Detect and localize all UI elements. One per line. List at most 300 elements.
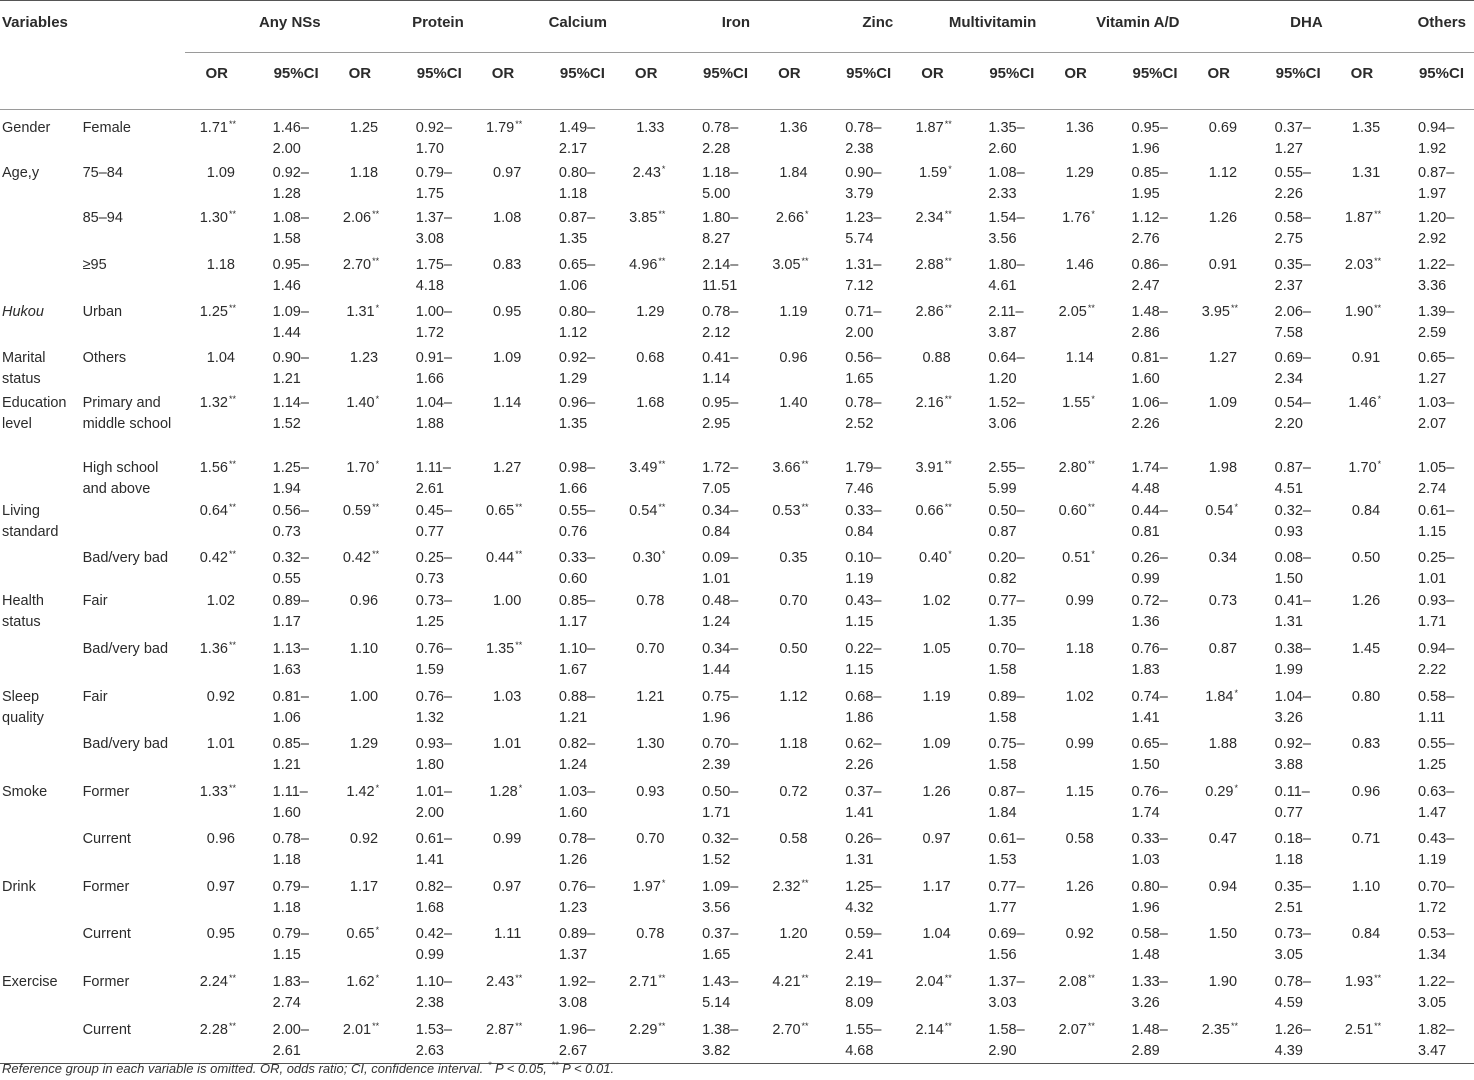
ci-value-cell [677, 734, 758, 782]
ci-lower: 0.82– [415, 878, 453, 895]
ci-value-cell [391, 255, 472, 302]
or-value: 1.30 [199, 209, 228, 226]
or-value-cell [472, 639, 535, 687]
ci-lower: 0.89– [988, 688, 1025, 705]
ci-lower: 1.06– [1131, 394, 1168, 411]
ci-range [1132, 302, 1184, 344]
or-value-cell [1188, 639, 1251, 687]
ci-value-cell [391, 877, 472, 924]
or-value-cell [1331, 302, 1394, 348]
or-value: 1.33 [199, 783, 228, 800]
ci-lower: 0.94– [1418, 120, 1455, 136]
ci-header: 95%CI [846, 65, 892, 82]
table-row [0, 734, 1474, 782]
ci-value-cell [1250, 591, 1331, 639]
or-value: 1.40 [779, 394, 808, 411]
or-value: 0.99 [1065, 735, 1094, 752]
or-value: 1.87 [915, 120, 944, 136]
ci-range [1418, 782, 1470, 824]
ci-range [988, 829, 1040, 871]
group-header: Others [1331, 1, 1474, 53]
ci-upper: 1.18 [272, 899, 301, 916]
ci-upper: 1.11 [1418, 709, 1446, 726]
level-cell: Fair [82, 688, 108, 705]
ci-upper: 1.71 [1418, 613, 1447, 630]
ci-upper: 0.84 [702, 523, 731, 540]
level-cell: Former [82, 783, 130, 800]
ci-lower: 0.32– [272, 549, 309, 566]
ci-value-cell [1250, 458, 1331, 501]
variable-cell [0, 734, 73, 782]
variables-header: Variables [2, 14, 68, 31]
or-value-cell [1331, 734, 1394, 782]
ci-upper: 1.17 [558, 613, 588, 630]
ci-upper: 1.52 [702, 851, 731, 868]
ci-value-cell [1393, 548, 1474, 591]
or-value-cell [758, 687, 821, 734]
ci-range [845, 829, 897, 871]
ci-range [702, 734, 754, 776]
or-value: 1.32 [199, 394, 228, 411]
ci-value-cell [677, 877, 758, 924]
or-value-cell [1331, 208, 1394, 255]
ci-value-cell [248, 639, 329, 687]
ci-range [559, 972, 611, 1014]
or-value-cell [185, 163, 248, 208]
ci-range [1275, 972, 1327, 1014]
or-value-cell [615, 110, 678, 163]
or-value-cell [1188, 208, 1251, 255]
table-row [0, 924, 1474, 972]
or-value-cell [758, 501, 821, 548]
ci-range [702, 591, 754, 633]
ci-upper: 5.74 [845, 230, 874, 247]
ci-lower: 0.86– [1131, 256, 1168, 273]
ci-lower: 0.69– [988, 925, 1025, 942]
ci-range [273, 829, 325, 871]
group-header: Vitamin A/D [1044, 1, 1187, 53]
significance-mark: ** [372, 548, 380, 559]
ci-upper: 1.71 [702, 804, 731, 821]
significance-mark: ** [801, 255, 809, 266]
footnote-sig1-mark: * [487, 1060, 492, 1070]
ci-value-cell [1250, 163, 1331, 208]
ci-value-cell [1393, 458, 1474, 501]
ci-range [273, 163, 325, 205]
ci-lower: 1.22– [1418, 973, 1455, 990]
significance-mark: ** [515, 1020, 523, 1031]
ci-upper: 2.00 [415, 804, 444, 821]
ci-lower: 0.98– [558, 459, 596, 476]
ci-value-cell [677, 163, 758, 208]
ci-upper: 2.26 [845, 756, 874, 773]
or-value-cell [1331, 829, 1394, 877]
ci-value-cell [534, 208, 615, 255]
or-value: 1.36 [1065, 120, 1094, 136]
level-cell: Primary and middle school [82, 394, 172, 432]
ci-range [416, 501, 468, 543]
or-value-cell [1331, 591, 1394, 639]
or-value: 1.55 [1062, 394, 1091, 411]
or-value-cell [901, 458, 964, 501]
or-value: 1.03 [493, 688, 522, 705]
or-value-cell [1331, 548, 1394, 591]
or-value: 0.60 [1058, 502, 1087, 519]
or-value-cell [758, 734, 821, 782]
ci-upper: 0.77 [1274, 804, 1303, 821]
ci-lower: 1.31– [845, 256, 882, 273]
ci-value-cell [534, 687, 615, 734]
ci-value-cell [677, 639, 758, 687]
ci-upper: 2.76 [1131, 230, 1160, 247]
ci-range [1418, 972, 1470, 1014]
ci-range [845, 687, 897, 729]
ci-upper: 2.74 [1418, 480, 1447, 497]
or-value: 2.28 [199, 1021, 228, 1038]
ci-value-cell [964, 458, 1045, 501]
ci-value-cell [1393, 591, 1474, 639]
or-value-cell [472, 348, 535, 393]
ci-lower: 1.20– [1418, 209, 1455, 226]
ci-lower: 0.41– [702, 349, 739, 366]
ci-upper: 1.92 [1418, 141, 1447, 157]
or-value: 1.09 [206, 164, 235, 181]
ci-lower: 0.55– [1274, 164, 1311, 181]
ci-range [1275, 163, 1327, 205]
group-header: Iron [615, 1, 758, 53]
ci-header: 95%CI [989, 65, 1035, 82]
ci-range [1132, 877, 1184, 919]
or-value-cell [329, 302, 392, 348]
ci-value-cell [677, 393, 758, 458]
ci-upper: 3.87 [988, 324, 1017, 341]
or-value: 0.80 [1351, 688, 1381, 705]
or-value-cell [472, 734, 535, 782]
ci-value-cell [821, 110, 902, 163]
ci-upper: 0.99 [415, 946, 444, 963]
ci-value-cell [534, 1020, 615, 1064]
ci-lower: 1.74– [1131, 459, 1168, 476]
ci-upper: 1.19 [845, 570, 874, 587]
ci-value-cell [248, 877, 329, 924]
significance-mark: ** [944, 255, 952, 266]
ci-lower: 0.43– [1418, 830, 1455, 847]
ci-upper: 1.50 [1274, 570, 1303, 587]
ci-upper: 1.01 [1418, 570, 1447, 587]
or-value-cell [1188, 393, 1251, 458]
ci-lower: 1.80– [988, 256, 1025, 273]
or-value-cell [472, 255, 535, 302]
ci-upper: 1.01 [702, 570, 731, 587]
ci-header: 95%CI [703, 65, 749, 82]
or-value: 1.35 [486, 640, 515, 657]
ci-upper: 1.21 [558, 709, 588, 726]
ci-upper: 3.36 [1418, 277, 1447, 294]
ci-range [273, 208, 325, 250]
significance-mark: ** [944, 458, 952, 469]
ci-value-cell [821, 548, 902, 591]
ci-range [702, 255, 754, 297]
ci-range [1275, 1020, 1327, 1062]
or-header: OR [348, 65, 372, 82]
ci-upper: 3.56 [988, 230, 1017, 247]
ci-value-cell [1250, 687, 1331, 734]
ci-value-cell [1393, 208, 1474, 255]
or-value: 0.93 [636, 783, 665, 800]
ci-value-cell [1393, 972, 1474, 1020]
or-value-cell [1188, 972, 1251, 1020]
or-value-cell [1044, 734, 1107, 782]
ci-upper: 1.63 [272, 661, 301, 678]
ci-upper: 1.48 [1131, 946, 1160, 963]
ci-header: 95%CI [273, 65, 319, 82]
or-value-cell [615, 639, 678, 687]
ci-lower: 1.05– [1418, 459, 1455, 476]
significance-mark: ** [1374, 208, 1382, 219]
or-value-cell [901, 501, 964, 548]
or-value: 1.62 [346, 973, 375, 990]
ci-value-cell [1107, 687, 1188, 734]
or-value-cell [615, 163, 678, 208]
significance-mark: ** [658, 458, 666, 469]
or-value: 2.04 [915, 973, 944, 990]
or-value-cell [615, 782, 678, 829]
significance-mark: * [1377, 458, 1382, 469]
or-value-cell [1188, 110, 1251, 163]
table-row [0, 110, 1474, 163]
significance-mark: ** [372, 501, 380, 512]
or-value: 0.54 [1205, 502, 1234, 519]
or-value: 0.88 [922, 349, 951, 366]
ci-value-cell [964, 829, 1045, 877]
or-value-cell [1331, 348, 1394, 393]
ci-lower: 0.76– [1131, 783, 1168, 800]
variable-cell: Smoke [2, 783, 48, 800]
ci-upper: 2.51 [1274, 899, 1303, 916]
ci-value-cell [248, 972, 329, 1020]
ci-range [702, 163, 754, 205]
or-value-cell [1044, 1020, 1107, 1064]
ci-value-cell [677, 972, 758, 1020]
or-value: 0.95 [493, 303, 522, 320]
ci-lower: 0.95– [272, 256, 309, 273]
or-value: 1.12 [779, 688, 808, 705]
ci-range [1275, 255, 1327, 297]
significance-mark: * [661, 877, 666, 888]
ci-lower: 0.65– [1418, 349, 1455, 366]
significance-mark: ** [228, 501, 236, 512]
or-value: 0.65 [486, 502, 515, 519]
ci-lower: 1.22– [1418, 256, 1455, 273]
or-value: 0.35 [779, 549, 808, 566]
ci-upper: 1.15 [1418, 523, 1447, 540]
ci-upper: 1.75 [415, 185, 444, 202]
or-value-cell [185, 255, 248, 302]
or-value-cell [329, 348, 392, 393]
ci-upper: 1.18 [1274, 851, 1303, 868]
ci-lower: 1.46– [272, 120, 309, 136]
or-header: OR [205, 65, 228, 82]
or-value-cell [329, 458, 392, 501]
or-value-cell [185, 972, 248, 1020]
ci-value-cell [677, 687, 758, 734]
or-value-cell [1331, 110, 1394, 163]
or-value-cell [901, 348, 964, 393]
or-value: 1.79 [486, 120, 515, 136]
ci-lower: 0.65– [558, 256, 596, 273]
or-value: 1.10 [1351, 878, 1381, 895]
ci-lower: 1.03– [1418, 394, 1455, 411]
or-value-cell [329, 548, 392, 591]
ci-value-cell [1107, 255, 1188, 302]
or-value-cell [615, 348, 678, 393]
ci-lower: 0.82– [558, 735, 596, 752]
level-cell: Female [82, 120, 131, 136]
ci-range [845, 163, 897, 205]
level-cell: Others [82, 349, 127, 366]
ci-value-cell [248, 829, 329, 877]
or-value-cell [1044, 924, 1107, 972]
ci-lower: 0.35– [1274, 878, 1311, 895]
significance-mark: ** [944, 972, 952, 983]
ci-upper: 4.18 [415, 277, 444, 294]
or-value-cell [185, 348, 248, 393]
ci-range [273, 548, 325, 590]
or-value: 1.36 [199, 640, 228, 657]
ci-lower: 0.61– [988, 830, 1025, 847]
ci-upper: 1.41 [1131, 709, 1160, 726]
or-value-cell [758, 782, 821, 829]
ci-value-cell [1250, 348, 1331, 393]
footnote-sig2-mark: ** [551, 1060, 559, 1070]
ci-range [416, 829, 468, 871]
ci-lower: 0.80– [558, 303, 596, 320]
or-value: 1.17 [349, 878, 379, 895]
or-value: 2.43 [632, 164, 661, 181]
or-value-cell [615, 924, 678, 972]
or-value: 1.18 [206, 256, 235, 273]
ci-lower: 0.87– [988, 783, 1025, 800]
or-value: 1.45 [1351, 640, 1381, 657]
ci-lower: 0.64– [988, 349, 1025, 366]
or-value: 2.70 [772, 1021, 801, 1038]
or-value-cell [1044, 972, 1107, 1020]
ci-value-cell [391, 163, 472, 208]
ci-upper: 1.94 [272, 480, 301, 497]
ci-value-cell [248, 458, 329, 501]
ci-value-cell [1250, 782, 1331, 829]
variable-cell [0, 1020, 73, 1064]
ci-range [559, 1020, 611, 1062]
footnote-text: Reference group in each variable is omitted. OR, odds ratio; CI, confidence interval. [2, 1061, 487, 1076]
significance-mark: ** [944, 393, 952, 404]
ci-range [1418, 877, 1470, 919]
ci-range [1275, 924, 1327, 966]
ci-upper: 1.72 [1418, 899, 1447, 916]
ci-header: 95%CI [1418, 65, 1464, 82]
significance-mark: ** [658, 208, 666, 219]
ci-range [1275, 687, 1327, 729]
ci-header: 95%CI [1132, 65, 1178, 82]
or-value: 1.35 [1351, 120, 1381, 136]
ci-lower: 0.85– [272, 735, 309, 752]
ci-upper: 1.96 [1131, 141, 1160, 157]
ci-upper: 4.48 [1131, 480, 1160, 497]
ci-value-cell [1393, 687, 1474, 734]
or-value: 1.27 [493, 459, 522, 476]
ci-upper: 2.63 [415, 1042, 444, 1059]
or-value: 2.66 [775, 209, 805, 226]
or-value-cell [901, 687, 964, 734]
ci-upper: 0.73 [272, 523, 301, 540]
ci-lower: 1.11– [415, 459, 451, 476]
or-value-cell [1188, 734, 1251, 782]
ci-value-cell [391, 687, 472, 734]
or-value: 0.66 [915, 502, 944, 519]
ci-lower: 0.75– [988, 735, 1025, 752]
ci-upper: 4.59 [1274, 994, 1303, 1011]
or-value-cell [1188, 782, 1251, 829]
ci-range [845, 302, 897, 344]
ci-range [702, 458, 754, 500]
or-value-cell [472, 302, 535, 348]
or-value-cell [758, 639, 821, 687]
or-header: OR [1350, 65, 1374, 82]
ci-lower: 0.62– [845, 735, 882, 752]
or-value: 0.44 [486, 549, 515, 566]
significance-mark: ** [1374, 255, 1382, 266]
or-value-cell [1188, 548, 1251, 591]
ci-range [988, 302, 1040, 344]
ci-value-cell [1250, 734, 1331, 782]
or-value-cell [901, 163, 964, 208]
ci-upper: 3.03 [988, 994, 1017, 1011]
or-value-cell [1188, 302, 1251, 348]
ci-range [559, 734, 611, 776]
or-value: 1.12 [1208, 164, 1238, 181]
variable-cell [0, 548, 73, 591]
ci-lower: 1.26– [1274, 1021, 1311, 1038]
or-value: 0.64 [199, 502, 228, 519]
ci-lower: 1.23– [845, 209, 882, 226]
ci-lower: 0.35– [1274, 256, 1311, 273]
ci-upper: 1.60 [1131, 370, 1160, 387]
ci-range [988, 687, 1040, 729]
ci-lower: 0.70– [988, 640, 1025, 657]
level-cell: Bad/very bad [82, 549, 169, 566]
ci-range [1418, 639, 1470, 681]
ci-range [1275, 501, 1327, 543]
ci-range [702, 302, 754, 344]
ci-upper: 8.27 [702, 230, 731, 247]
ci-range [273, 1020, 325, 1062]
or-value-cell [1188, 163, 1251, 208]
or-value-cell [329, 924, 392, 972]
table-row [0, 591, 1474, 639]
ci-value-cell [534, 877, 615, 924]
ci-range [1418, 687, 1470, 729]
or-value: 1.46 [1348, 394, 1377, 411]
ci-range [845, 458, 897, 500]
significance-mark: ** [1087, 302, 1095, 313]
or-value: 0.70 [779, 592, 808, 609]
or-value-cell [1188, 348, 1251, 393]
or-value: 1.18 [1065, 640, 1094, 657]
ci-upper: 0.87 [988, 523, 1017, 540]
or-value: 0.54 [629, 502, 658, 519]
ci-range [988, 1020, 1040, 1062]
or-value: 1.01 [206, 735, 235, 752]
